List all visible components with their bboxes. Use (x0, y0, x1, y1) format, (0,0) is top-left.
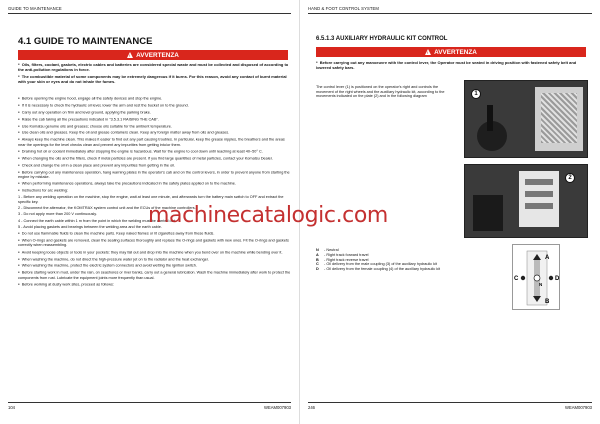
right-body (316, 85, 456, 101)
right-page-number: 246 (308, 405, 315, 410)
legend-row-c: C - Oil delivery from the male coupling (3) of the auxiliary hydraulic kit (316, 262, 437, 267)
right-doc-code: WEAM007903 (565, 405, 592, 410)
right-running-head: HAND & FOOT CONTROL SYSTEM (308, 6, 592, 14)
warning-triangle-icon (127, 52, 133, 58)
diagram-label-b: B (545, 299, 550, 305)
left-warnings (18, 62, 290, 86)
left-item-9: ● When changing the oils and the filters, check if metal particles are present. If you find large quantities of metal particles, contact your Komatsu Dealer. (18, 156, 292, 161)
right-body-text: The control lever (1) is positioned on the operator's right and controls the movement of the right wheels and the auxiliary hydraulic kit, according to the movements indicated on the plate (2) and in the following diagram (316, 85, 445, 99)
neutral-knob (534, 275, 540, 281)
left-item-11: ● Before carrying out any maintenance operation, hang warning plates in the operator's cab and on the control levers, in order to prevent anyone from starting the engine by mistake. (18, 170, 292, 180)
control-plate-photo (464, 164, 588, 238)
right-footer (308, 402, 592, 410)
left-item-6: ● Use clean oils and greases. Keep the oil and grease containers clean. Keep any foreign matter away from oils and greases. (18, 130, 292, 135)
left-running-head: GUIDE TO MAINTENANCE (8, 6, 291, 14)
left-doc-code: WEAM007903 (264, 405, 291, 410)
left-item-16: ● Avoid keeping loose objects or tools in your pockets: they may fall out and drop into the machine when you bend over on the machine while bending over it. (18, 250, 292, 255)
legend-row-d: D - Oil delivery from the female coupling (4) of the auxiliary hydraulic kit (316, 267, 441, 272)
control-diagram (512, 244, 560, 310)
control-lever-photo (464, 80, 588, 158)
legend (316, 248, 454, 272)
warning-triangle-icon (425, 49, 431, 55)
welding-step-1: 1 - Before any welding operation on the machine, stop the engine, wait at least one minute, and afterwards turn the battery main switch to OFF and extract the specific key. (18, 194, 284, 204)
right-warning-bar (316, 47, 586, 57)
left-item-20: ● Before working at dusty work sites, proceed as follows: (18, 282, 292, 287)
left-item-1: ● Before opening the engine hood, engage all the safety devices and stop the engine. (18, 96, 292, 101)
left-item-4: ● Raise the cab taking all the precautions indicated in "3.5.3.1 RAISING THE CAB". (18, 117, 292, 122)
photo-label-2: 2 (565, 173, 575, 183)
left-item-17: ● When washing the machine, do not direct the high-pressure water jet on to the radiator and the heat exchanger. (18, 257, 292, 262)
left-item-18: ● When washing the machine, protect the electric system connectors and avoid wetting the ignition switch. (18, 263, 292, 268)
welding-step-2: 2 - Disconnect the alternator, the KOMTRAX system control unit and the ECUs of the machine controllers. (18, 205, 196, 210)
diagram-label-a: A (545, 255, 550, 261)
left-body (18, 96, 292, 289)
left-section-title: 4.1 GUIDE TO MAINTENANCE (18, 36, 153, 47)
left-warning-bar (18, 50, 288, 60)
right-warning-label: AVVERTENZA (434, 48, 477, 56)
diagram-label-c: C (514, 276, 519, 282)
welding-step-5: 5 - Avoid placing gaskets and bearings between the welding area and the earth cable. (18, 224, 162, 229)
photo-label-1: 1 (471, 89, 481, 99)
left-warning-2: ● The combustible material of some components may be extremely dangerous if it burns. For this reason, avoid any contact of burnt material with your skin or eyes and do not inhale the fumes. (18, 74, 290, 84)
left-item-12: ● When performing maintenance operations, always take the precautions indicated in the safety plates applied on to the machine. (18, 181, 292, 186)
legend-row-n: N - Neutral (316, 248, 339, 252)
control-diagram-svg (513, 245, 561, 311)
left-item-8: ● Draining hot oil or coolant immediately after stopping the engine is hazardous. Wait for the engine to cool down until reaching at least 40~50° C. (18, 149, 292, 154)
left-item-7: ● Always keep the machine clean. This makes it easier to find out any part causing troubles. In particular, keep the grease nipples, the breathers and the areas near the openings for the level checks clean and prevent any impurities from getting into/or them. (18, 137, 292, 147)
left-item-2: ● If it is necessary to check the hydraulic oil level, lower the arm and rest the bucket on to the ground. (18, 103, 292, 108)
diagram-label-n: N (539, 282, 543, 287)
right-warning-1: ● Before carrying out any manoeuvre with the control lever, the Operator must be seated in driving position with fastened safety belt and lowered safety bars. (316, 60, 588, 70)
legend-row-a: A - Right track forward travel (316, 252, 369, 257)
left-item-5: ● Use Komatsu genuine oils and greases; choose oils suitable for the ambient temperature. (18, 124, 292, 129)
circle-d-icon (549, 276, 553, 280)
left-warning-1: ● Oils, filters, coolant, gaskets, electric cables and batteries are considered special waste and must be collected and disposed of according to the anti-pollution regulations in force. (18, 62, 290, 72)
left-item-15: ● When O-rings and gaskets are removed, clean the sealing surfaces thoroughly and replace the O-rings and gaskets with new ones. Fit the O-rings and gaskets correctly when reassembling. (18, 238, 292, 248)
welding-step-4: 4 - Connect the earth cable within 1 m from the point in which the welding must be carried out. (18, 218, 176, 223)
left-warning-label: AVVERTENZA (136, 51, 179, 59)
welding-step-3: 3 - Do not apply more than 200 V continuously. (18, 212, 97, 217)
left-footer (8, 402, 291, 410)
left-item-10: ● Check and change the oil in a clean place and prevent any impurities from getting in the oil. (18, 163, 292, 168)
right-warnings (316, 60, 588, 72)
legend-row-b: B - Right track reverse travel (316, 257, 369, 262)
left-item-14: ● Do not use flammable fluids to clean the machine parts. Keep naked flames or lit cigarettes away from these fluids. (18, 231, 292, 236)
left-item-13: ● Instructions for arc welding: (18, 188, 292, 193)
diagram-label-d: D (555, 276, 560, 282)
circle-c-icon (521, 276, 525, 280)
left-page-number: 104 (8, 405, 15, 410)
left-item-3: ● Carry out any operation on firm and level ground, applying the parking brake. (18, 110, 292, 115)
left-item-19: ● Before starting work in mud, under the rain, on seashores or river banks, carry out a general lubrication. Wash the machine immediately after work to protect the components from rust. Lubricate the equipment joints more frequently than usual. (18, 270, 292, 280)
right-section-title: 6.5.1.3 AUXILIARY HYDRAULIC KIT CONTROL (316, 36, 448, 42)
watermark-text: machinecatalogic.com (148, 203, 388, 228)
